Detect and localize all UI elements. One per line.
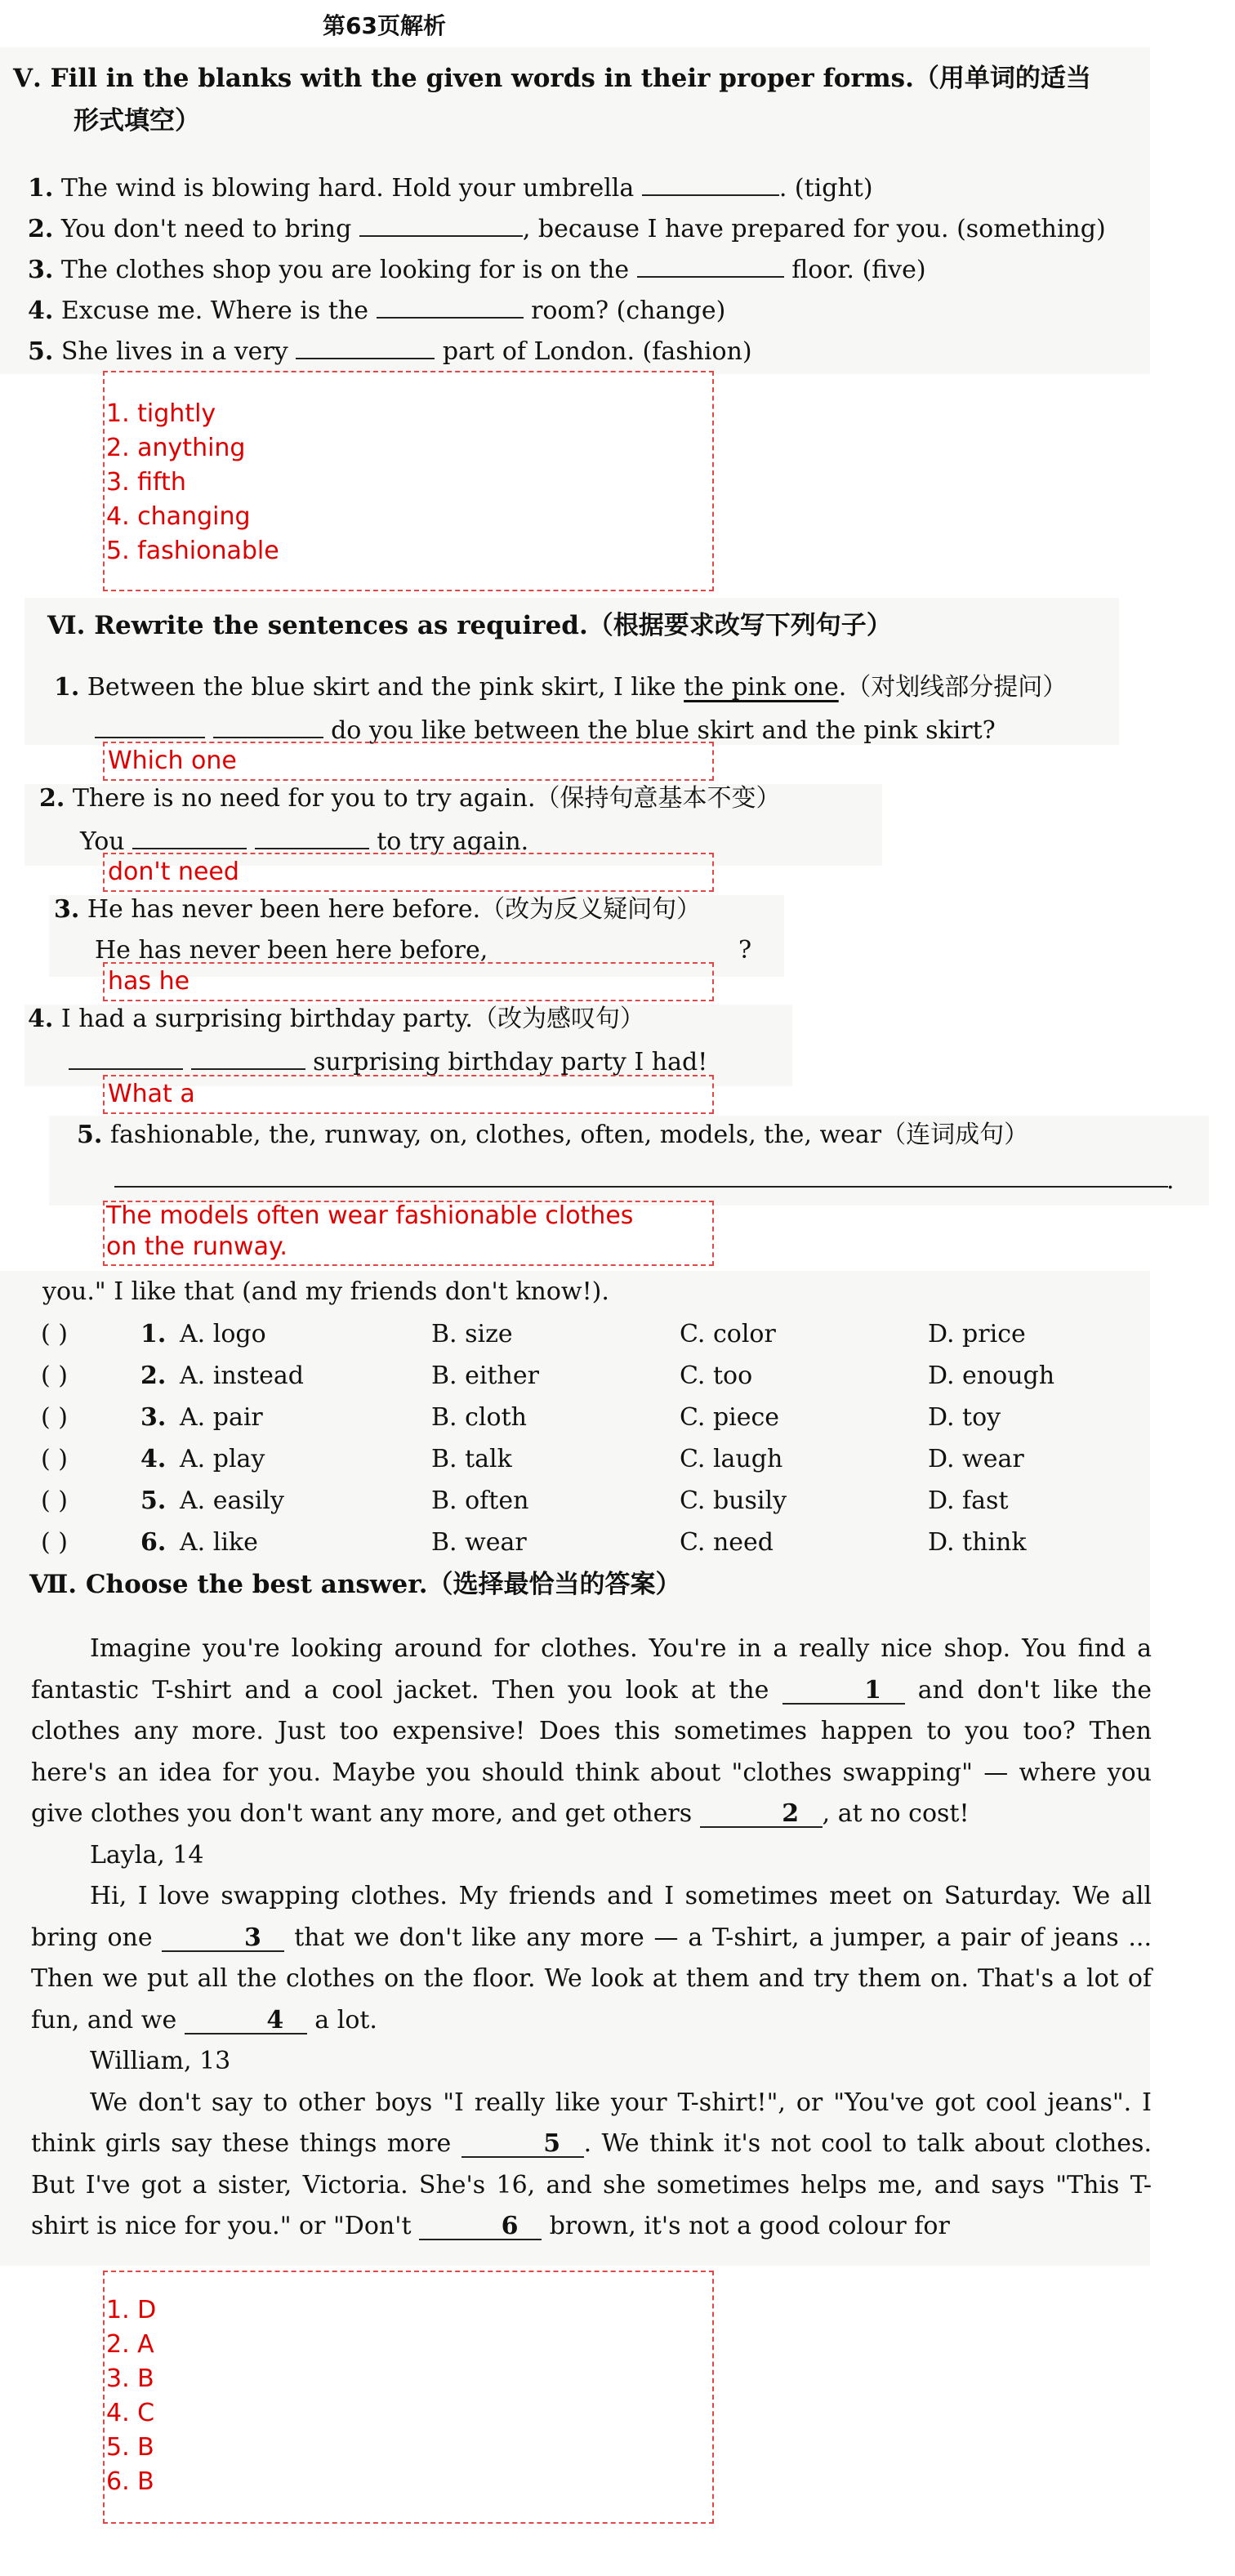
blank (296, 333, 435, 359)
blank-6: 6 (419, 2214, 542, 2240)
section5-heading-cont: 形式填空） (74, 106, 200, 136)
s6-q3-qmark: ? (738, 936, 752, 965)
option-c: C. color (680, 1320, 776, 1348)
s6-q4: 4. I had a surprising birthday party.（改为感叹句） (28, 1005, 644, 1033)
option-a: A. easily (180, 1486, 284, 1515)
option-b: B. cloth (431, 1403, 527, 1432)
passage: Imagine you're looking around for clothes. You're in a really nice shop. You find a fantastic T-shirt and a cool jacket. Then you look at the 1 and don't like the clothes any more. Just too expensive! Does this sometimes happen to you too? Then here's an idea for you. Maybe you should think about "clothes swapping" — where you give clothes you don't want any more, and get others 2 , at no cost! Layla, 14 Hi, I love swapping clothes. My friends and I sometimes meet on Saturday. We all bring one 3 that we don't like any more — a T-shirt, a jumper, a pair of jeans ... Then we put all the clothes on the floor. We look at them and try them on. That's a lot of fun, and we 4 a lot. William, 13 We don't say to other boys "I really like your T-shirt!", or "You've got cool jeans". I think girls say these things more 5 . We think it's not cool to talk about clothes. But I've got a sister, Victoria. She's 16, and she sometimes helps me, and says "This T-shirt is nice for you." or "Don't 6 brown, it's not a good colour for (31, 1634, 1153, 2240)
option-c: C. too (680, 1362, 753, 1390)
answer-line: 5. B (106, 2433, 154, 2462)
s6-q1: 1. Between the blue skirt and the pink skirt, I like the pink one.（对划线部分提问） (54, 673, 1068, 702)
answer-line: 3. B (106, 2364, 154, 2393)
option-number: 5. (140, 1486, 167, 1515)
option-c: C. need (680, 1528, 774, 1557)
s6-q2-line2: You to try again. (80, 823, 528, 858)
author-william: William, 13 (90, 2047, 231, 2075)
option-a: A. play (180, 1445, 265, 1473)
s6-q3-line2: He has never been here before, (95, 936, 488, 965)
blank-5: 5 (461, 2132, 584, 2158)
option-b: B. size (431, 1320, 513, 1348)
answer-line-blank (114, 1186, 1168, 1188)
answer-line: 6. B (106, 2467, 154, 2496)
option-number: 3. (140, 1403, 167, 1432)
option-d: D. enough (928, 1362, 1055, 1390)
blank-1: 1 (782, 1678, 905, 1705)
answer-line: 3. fifth (106, 468, 186, 497)
s6-q1-line2: do you like between the blue skirt and the pink skirt? (95, 712, 996, 747)
option-a: A. logo (180, 1320, 266, 1348)
answer-q5-line2: on the runway. (106, 1232, 288, 1261)
answer-line: 4. changing (106, 502, 251, 531)
blank-2: 2 (700, 1802, 823, 1828)
answer-line: 1. D (106, 2296, 157, 2324)
answer-q3: has he (108, 967, 190, 996)
option-a: A. pair (180, 1403, 263, 1432)
option-d: D. price (928, 1320, 1026, 1348)
s6-q4-line2: surprising birthday party I had! (69, 1044, 707, 1079)
section5-heading: Ⅴ. Fill in the blanks with the given words in their proper forms.（用单词的适当 (13, 64, 1091, 93)
blank-4: 4 (185, 2008, 307, 2035)
blank (642, 170, 779, 196)
option-number: 6. (140, 1528, 167, 1557)
answer-box-q3 (103, 962, 714, 1001)
option-d: D. think (928, 1528, 1027, 1557)
option-d: D. wear (928, 1445, 1024, 1473)
s5-item-3: 3. The clothes shop you are looking for is on the floor. (five) (28, 252, 926, 287)
answer-line: 5. fashionable (106, 537, 279, 565)
blank-3: 3 (162, 1926, 284, 1952)
answer-q2: don't need (108, 858, 239, 886)
answer-q1: Which one (108, 747, 237, 775)
option-b: B. wear (431, 1528, 527, 1557)
s6-q3: 3. He has never been here before.（改为反义疑问句） (54, 895, 702, 924)
option-c: C. busily (680, 1486, 787, 1515)
answer-line: 1. tightly (106, 399, 216, 428)
carry-over-text: you." I like that (and my friends don't know!). (42, 1277, 609, 1306)
option-number: 1. (140, 1320, 167, 1348)
option-c: C. laugh (680, 1445, 783, 1473)
answer-box-section7 (103, 2271, 714, 2524)
author-layla: Layla, 14 (90, 1840, 204, 1870)
s6-q5: 5. fashionable, the, runway, on, clothes, often, models, the, wear（连词成句） (77, 1121, 1029, 1149)
answer-line: 2. A (106, 2330, 154, 2359)
option-number: 4. (140, 1445, 167, 1473)
option-b: B. either (431, 1362, 539, 1390)
answer-paren[interactable]: ( ) (41, 1362, 68, 1390)
blank (377, 292, 524, 319)
s5-item-2: 2. You don't need to bring , because I have prepared for you. (something) (28, 211, 1106, 246)
blank (637, 252, 784, 278)
answer-line: 2. anything (106, 434, 246, 462)
answer-paren[interactable]: ( ) (41, 1445, 68, 1473)
blank (359, 211, 523, 237)
option-d: D. toy (928, 1403, 1001, 1432)
answer-paren[interactable]: ( ) (41, 1320, 68, 1348)
option-a: A. like (180, 1528, 258, 1557)
option-a: A. instead (180, 1362, 304, 1390)
s5-item-5: 5. She lives in a very part of London. (fashion) (28, 333, 752, 368)
option-b: B. often (431, 1486, 529, 1515)
section7-heading: Ⅶ. Choose the best answer.（选择最恰当的答案） (29, 1570, 681, 1599)
answer-paren[interactable]: ( ) (41, 1528, 68, 1557)
option-d: D. fast (928, 1486, 1009, 1515)
section6-heading: Ⅵ. Rewrite the sentences as required.（根据要求改写下列句子） (47, 611, 892, 640)
answer-q4: What a (108, 1080, 195, 1108)
option-number: 2. (140, 1362, 167, 1390)
answer-paren[interactable]: ( ) (41, 1403, 68, 1432)
answer-paren[interactable]: ( ) (41, 1486, 68, 1515)
s5-item-1: 1. The wind is blowing hard. Hold your umbrella . (tight) (28, 170, 873, 205)
answer-q5-line1: The models often wear fashionable clothes (106, 1201, 634, 1230)
page-title: 第63页解析 (323, 12, 446, 39)
s5-item-4: 4. Excuse me. Where is the room? (change) (28, 292, 725, 328)
option-c: C. piece (680, 1403, 780, 1432)
period: . (1166, 1166, 1175, 1195)
option-b: B. talk (431, 1445, 512, 1473)
s6-q2: 2. There is no need for you to try again.（保持句意基本不变） (39, 784, 781, 813)
answer-line: 4. C (106, 2399, 155, 2427)
